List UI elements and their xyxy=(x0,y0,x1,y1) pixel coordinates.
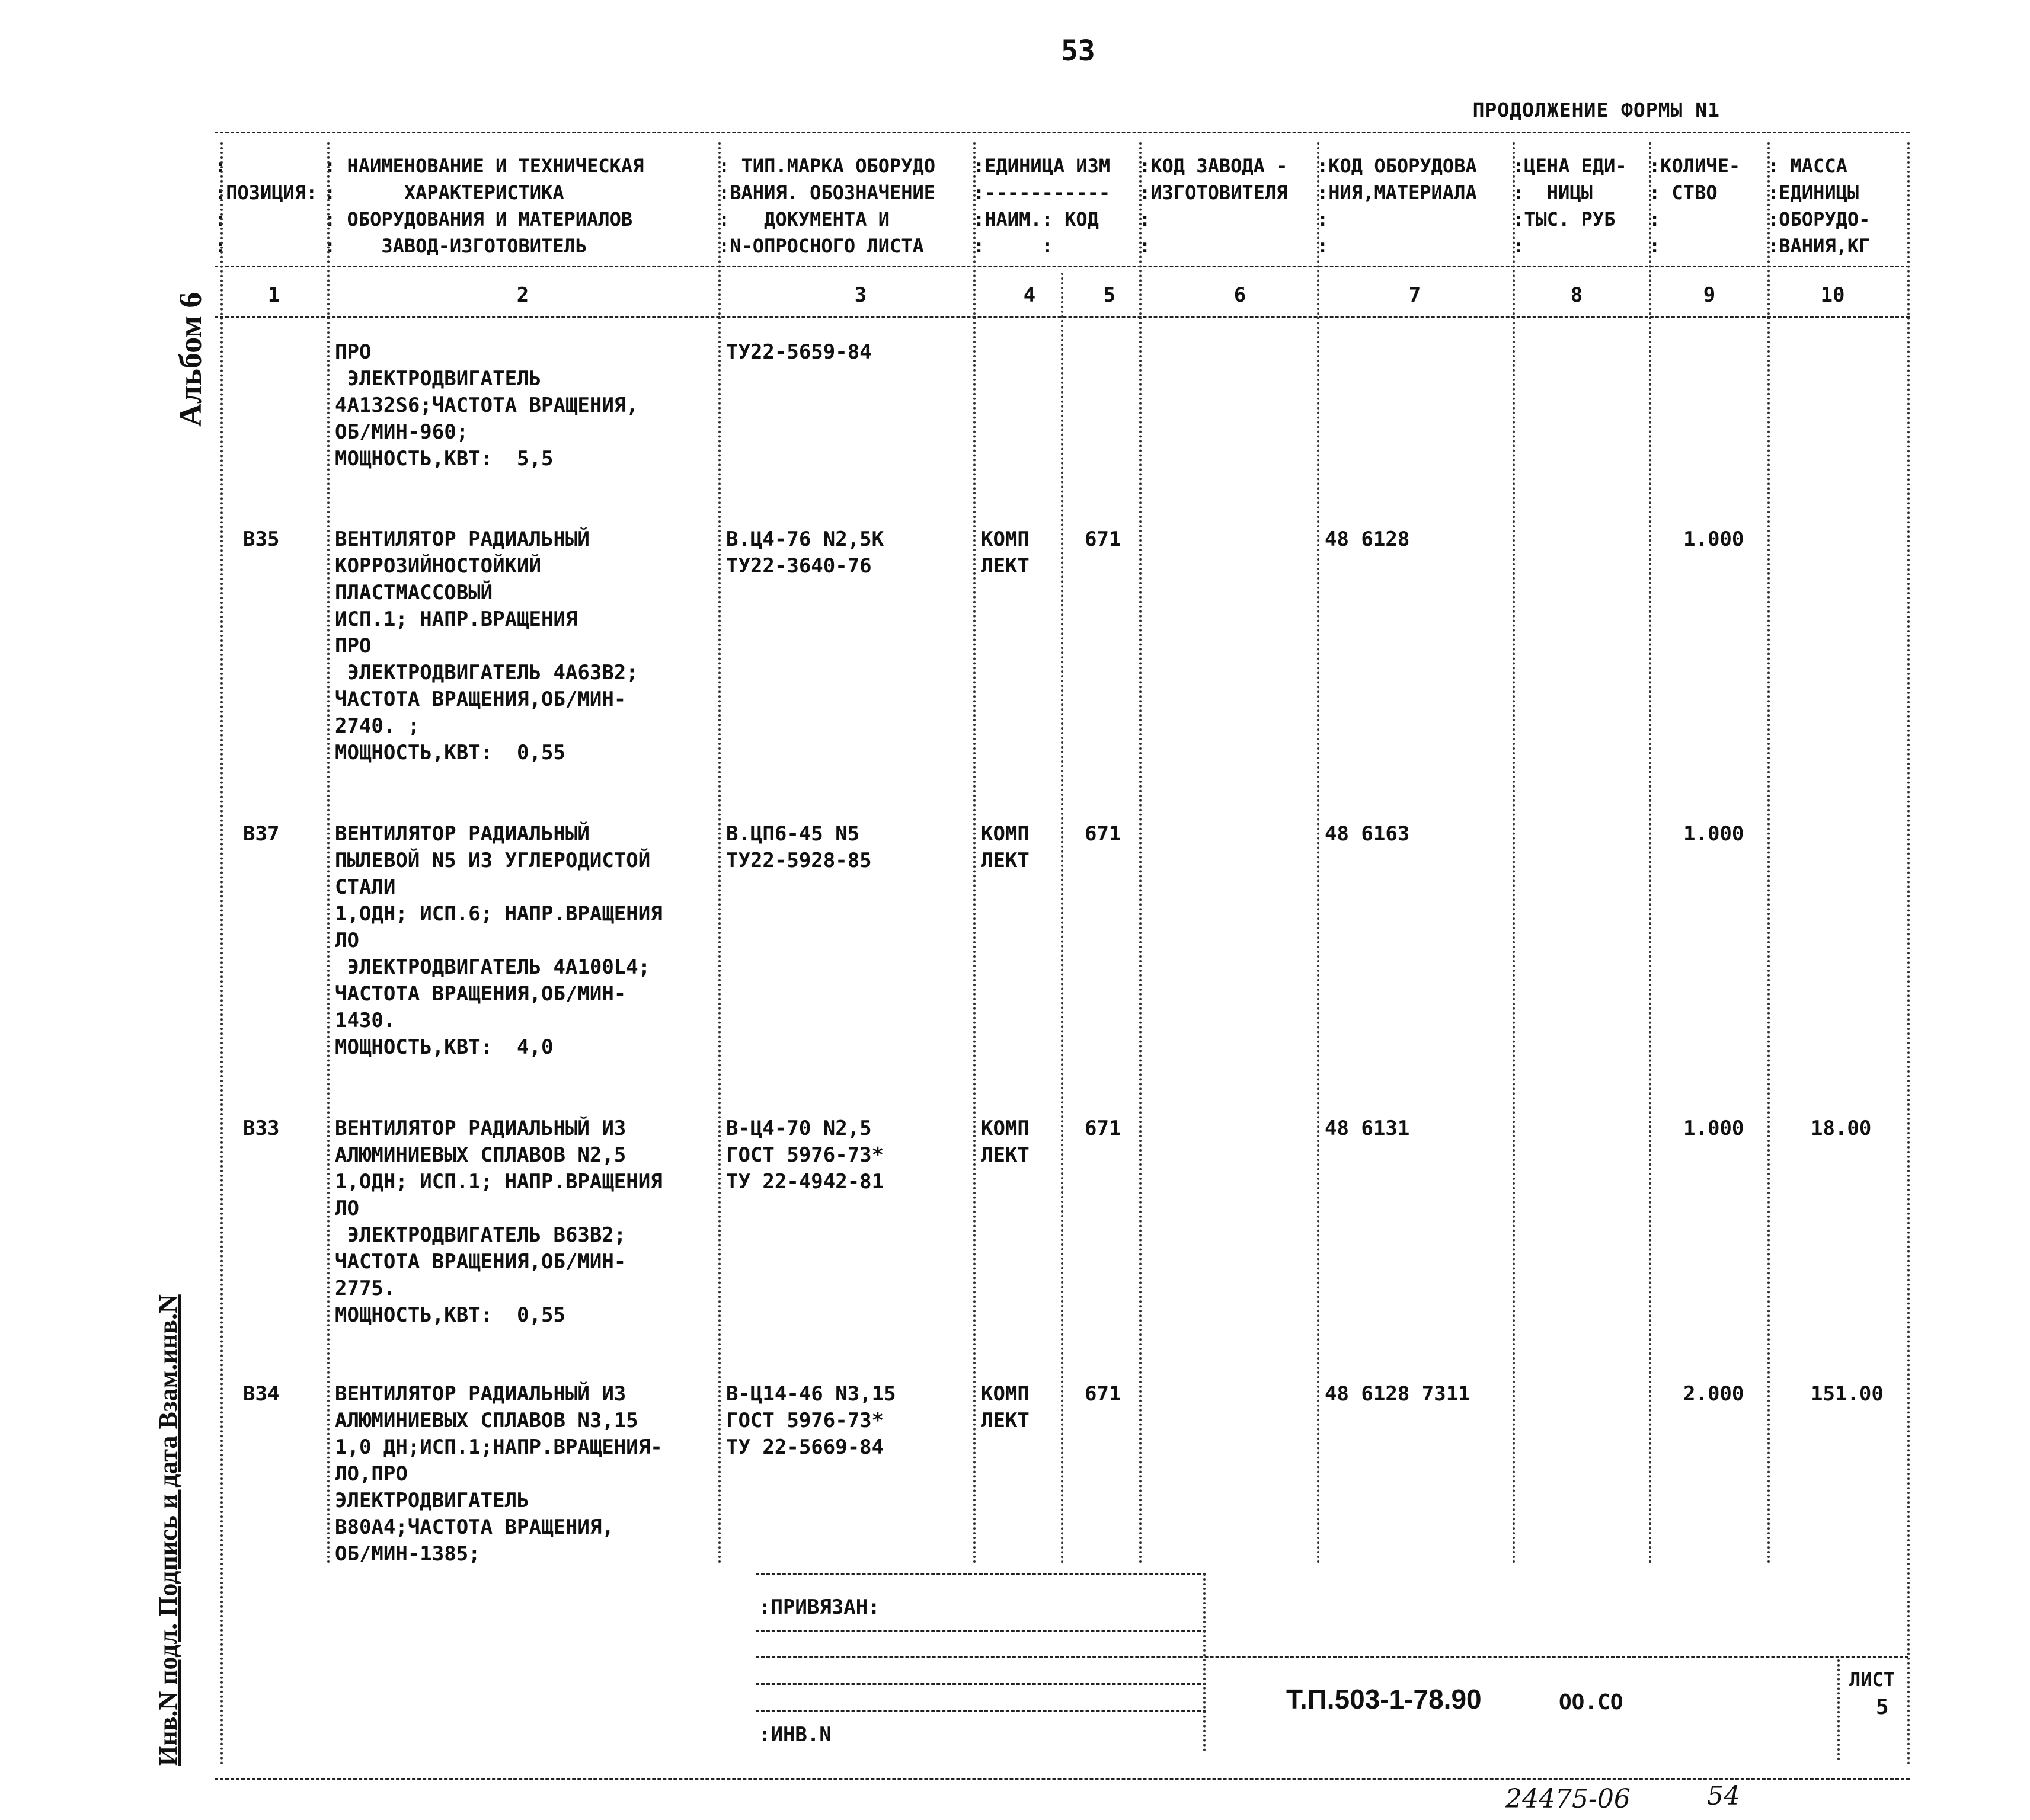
col-separator xyxy=(1767,142,1770,1565)
stamp-separator xyxy=(1203,1573,1206,1751)
header-quantity: :КОЛИЧЕ- : СТВО : : xyxy=(1649,155,1741,257)
row-quantity: 2.000 xyxy=(1683,1382,1744,1406)
col-separator xyxy=(1061,273,1063,1565)
column-number: 9 xyxy=(1703,283,1716,307)
row-type: ТУ22-5659-84 xyxy=(726,340,872,364)
row-code: 671 xyxy=(1085,1382,1121,1406)
header-vendor-code: :КОД ЗАВОДА - :ИЗГОТОВИТЕЛЯ : : xyxy=(1139,155,1288,257)
row-position: В33 xyxy=(243,1117,280,1140)
column-number: 6 xyxy=(1233,283,1246,307)
row-equipment-code: 48 6128 7311 xyxy=(1325,1382,1470,1406)
col-separator xyxy=(220,142,223,1766)
header-type: : ТИП.МАРКА ОБОРУДО :ВАНИЯ. ОБОЗНАЧЕНИЕ : ДОКУМЕНТА И :N-ОПРОСНОГО ЛИСТА xyxy=(718,155,936,257)
row-quantity: 1.000 xyxy=(1683,822,1744,846)
row-mass: 18.00 xyxy=(1811,1117,1872,1140)
row-name: ПРО ЭЛЕКТРОДВИГАТЕЛЬ 4А132S6;ЧАСТОТА ВРАЩЕНИЯ, ОБ/МИН-960; МОЩНОСТЬ,КВТ: 5,5 xyxy=(335,340,638,471)
table-header xyxy=(215,153,1910,260)
header-mass: : МАССА :ЕДИНИЦЫ :ОБОРУДО- :ВАНИЯ,КГ xyxy=(1767,155,1871,257)
sheet-number: 5 xyxy=(1876,1695,1889,1719)
row-mass: 151.00 xyxy=(1811,1382,1884,1406)
row-unit: КОМП ЛЕКТ xyxy=(981,1117,1030,1167)
continuation-title: ПРОДОЛЖЕНИЕ ФОРМЫ N1 xyxy=(1472,98,1720,121)
handwritten-archive-number: 24475-06 xyxy=(1505,1784,1631,1814)
header-price: :ЦЕНА ЕДИ- : НИЦЫ :ТЫС. РУБ : xyxy=(1513,155,1627,257)
col-separator xyxy=(1139,142,1142,1565)
column-number: 2 xyxy=(516,283,529,307)
stamp-line xyxy=(756,1683,1206,1685)
row-type: В.ЦП6-45 N5 ТУ22-5928-85 xyxy=(726,822,872,872)
side-label-album: Альбом 6 xyxy=(172,292,208,427)
stamp-line xyxy=(756,1630,1206,1632)
column-number: 8 xyxy=(1570,283,1583,307)
row-unit: КОМП ЛЕКТ xyxy=(981,1382,1030,1432)
column-number: 4 xyxy=(1023,283,1036,307)
header-name: : НАИМЕНОВАНИЕ И ТЕХНИЧЕСКАЯ : ХАРАКТЕРИСТИКА : ОБОРУДОВАНИЯ И МАТЕРИАЛОВ : ЗАВОД-ИЗГОТОВИТЕЛЬ xyxy=(324,155,644,257)
col-separator xyxy=(327,142,330,1565)
header-position: : :ПОЗИЦИЯ: : : xyxy=(215,155,318,257)
row-name: ВЕНТИЛЯТОР РАДИАЛЬНЫЙ КОРРОЗИЙНОСТОЙКИЙ ПЛАСТМАССОВЫЙ ИСП.1; НАПР.ВРАЩЕНИЯ ПРО ЭЛЕКТРОДВИГАТЕЛЬ 4А63В2; ЧАСТОТА ВРАЩЕНИЯ,ОБ/МИН- 2740. ; МОЩНОСТЬ,КВТ: 0,55 xyxy=(335,527,638,765)
column-number: 10 xyxy=(1820,283,1845,307)
row-name: ВЕНТИЛЯТОР РАДИАЛЬНЫЙ ИЗ АЛЮМИНИЕВЫХ СПЛАВОВ N3,15 1,0 ДН;ИСП.1;НАПР.ВРАЩЕНИЯ- ЛО,ПРО ЭЛЕКТРОДВИГАТЕЛЬ В80А4;ЧАСТОТА ВРАЩЕНИЯ, ОБ/МИН-1385; xyxy=(335,1382,663,1566)
row-position: В35 xyxy=(243,527,280,551)
row-quantity: 1.000 xyxy=(1683,1117,1744,1140)
col-separator xyxy=(718,142,721,1565)
row-position: В34 xyxy=(243,1382,280,1406)
handwritten-page-number: 54 xyxy=(1707,1781,1740,1811)
row-code: 671 xyxy=(1085,822,1121,846)
column-number: 5 xyxy=(1103,283,1116,307)
side-label-stamp: Инв.N подл. Подпись и дата Взам.инв.N xyxy=(154,1294,183,1766)
col-separator xyxy=(1317,142,1319,1565)
stamp-line xyxy=(756,1573,1206,1575)
row-unit: КОМП ЛЕКТ xyxy=(981,527,1030,578)
header-bottom-border xyxy=(215,266,1910,267)
row-equipment-code: 48 6163 xyxy=(1325,822,1410,846)
row-equipment-code: 48 6128 xyxy=(1325,527,1410,551)
row-code: 671 xyxy=(1085,527,1121,551)
stamp-attached-label: :ПРИВЯЗАН: xyxy=(759,1595,880,1619)
row-unit: КОМП ЛЕКТ xyxy=(981,822,1030,872)
col-separator xyxy=(1513,142,1515,1565)
row-type: В.Ц4-76 N2,5К ТУ22-3640-76 xyxy=(726,527,884,578)
row-equipment-code: 48 6131 xyxy=(1325,1117,1410,1140)
col-separator xyxy=(1649,142,1651,1565)
col-separator xyxy=(1907,142,1910,1766)
row-type: В-Ц4-70 N2,5 ГОСТ 5976-73* ТУ 22-4942-81 xyxy=(726,1117,884,1194)
page-number: 53 xyxy=(1061,34,1095,68)
row-type: В-Ц14-46 N3,15 ГОСТ 5976-73* ТУ 22-5669-84 xyxy=(726,1382,896,1459)
column-number: 7 xyxy=(1408,283,1421,307)
header-unit: :ЕДИНИЦА ИЗМ :----------- :НАИМ.: КОД : : xyxy=(973,155,1111,257)
stamp-separator xyxy=(1837,1659,1840,1760)
header-equipment-code: :КОД ОБОРУДОВА :НИЯ,МАТЕРИАЛА : : xyxy=(1317,155,1477,257)
column-number: 1 xyxy=(267,283,280,307)
row-name: ВЕНТИЛЯТОР РАДИАЛЬНЫЙ ИЗ АЛЮМИНИЕВЫХ СПЛАВОВ N2,5 1,ОДН; ИСП.1; НАПР.ВРАЩЕНИЯ ЛО ЭЛЕКТРОДВИГАТЕЛЬ В63В2; ЧАСТОТА ВРАЩЕНИЯ,ОБ/МИН- 2775. МОЩНОСТЬ,КВТ: 0,55 xyxy=(335,1117,663,1327)
column-number: 3 xyxy=(854,283,867,307)
row-name: ВЕНТИЛЯТОР РАДИАЛЬНЫЙ ПЫЛЕВОЙ N5 ИЗ УГЛЕРОДИСТОЙ СТАЛИ 1,ОДН; ИСП.6; НАПР.ВРАЩЕНИЯ ЛО ЭЛЕКТРОДВИГАТЕЛЬ 4А100L4; ЧАСТОТА ВРАЩЕНИЯ,ОБ/МИН- 1430. МОЩНОСТЬ,КВТ: 4,0 xyxy=(335,822,663,1059)
row-code: 671 xyxy=(1085,1117,1121,1140)
stamp-inventory-label: :ИНВ.N xyxy=(759,1723,832,1747)
document-suffix: ОО.СО xyxy=(1559,1690,1623,1715)
table-bottom-border xyxy=(215,1778,1910,1780)
stamp-line xyxy=(756,1710,1206,1712)
document-code: Т.П.503-1-78.90 xyxy=(1286,1684,1482,1715)
table-top-border xyxy=(215,132,1910,133)
row-quantity: 1.000 xyxy=(1683,527,1744,551)
col-separator xyxy=(973,142,976,1565)
stamp-line xyxy=(756,1656,1908,1658)
row-position: В37 xyxy=(243,822,280,846)
sheet-label: ЛИСТ xyxy=(1849,1668,1895,1691)
